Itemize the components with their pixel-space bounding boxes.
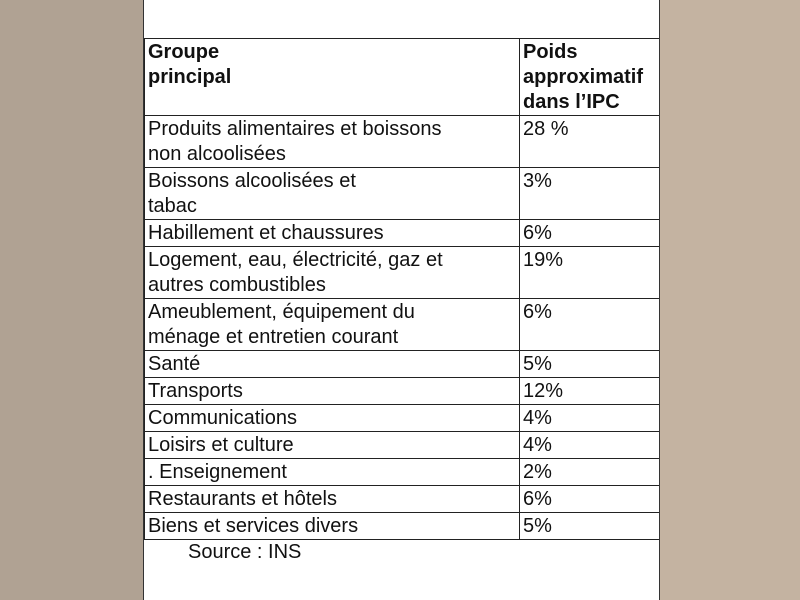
table-row (145, 351, 660, 378)
group-cell: Boissons alcoolisées et tabac (145, 168, 520, 220)
table-row (145, 459, 660, 486)
group-cell: Restaurants et hôtels (145, 486, 520, 513)
header-groupe-principal: Groupe principal (145, 39, 520, 116)
table-row (145, 513, 660, 540)
group-cell: . Enseignement (145, 459, 520, 486)
weight-cell: 3% (520, 168, 660, 220)
group-cell: Ameublement, équipement du ménage et entretien courant (145, 299, 520, 351)
table-row (145, 486, 660, 513)
group-cell: Habillement et chaussures (145, 220, 520, 247)
table-row (145, 168, 660, 220)
group-cell: Loisirs et culture (145, 432, 520, 459)
weight-cell: 19% (520, 247, 660, 299)
weight-cell: 6% (520, 299, 660, 351)
table-row (145, 116, 660, 168)
document-page (143, 0, 660, 600)
weight-cell: 4% (520, 405, 660, 432)
group-cell: Logement, eau, électricité, gaz et autres combustibles (145, 247, 520, 299)
source-note: Source : INS (188, 541, 302, 563)
weight-cell: 12% (520, 378, 660, 405)
weight-cell: 6% (520, 220, 660, 247)
group-cell: Transports (145, 378, 520, 405)
group-cell: Communications (145, 405, 520, 432)
table-row (145, 432, 660, 459)
header-poids: Poids approximatif dans l’IPC (520, 39, 660, 116)
weight-cell: 5% (520, 351, 660, 378)
table-header-row (145, 39, 660, 116)
background-left (0, 0, 143, 600)
table-row (145, 405, 660, 432)
ipc-weights-table (144, 38, 660, 540)
weight-cell: 5% (520, 513, 660, 540)
table-row (145, 220, 660, 247)
table-row (145, 299, 660, 351)
weight-cell: 28 % (520, 116, 660, 168)
table-row (145, 378, 660, 405)
group-cell: Santé (145, 351, 520, 378)
weight-cell: 6% (520, 486, 660, 513)
table-row (145, 247, 660, 299)
weight-cell: 2% (520, 459, 660, 486)
weight-cell: 4% (520, 432, 660, 459)
group-cell: Produits alimentaires et boissons non alcoolisées (145, 116, 520, 168)
group-cell: Biens et services divers (145, 513, 520, 540)
